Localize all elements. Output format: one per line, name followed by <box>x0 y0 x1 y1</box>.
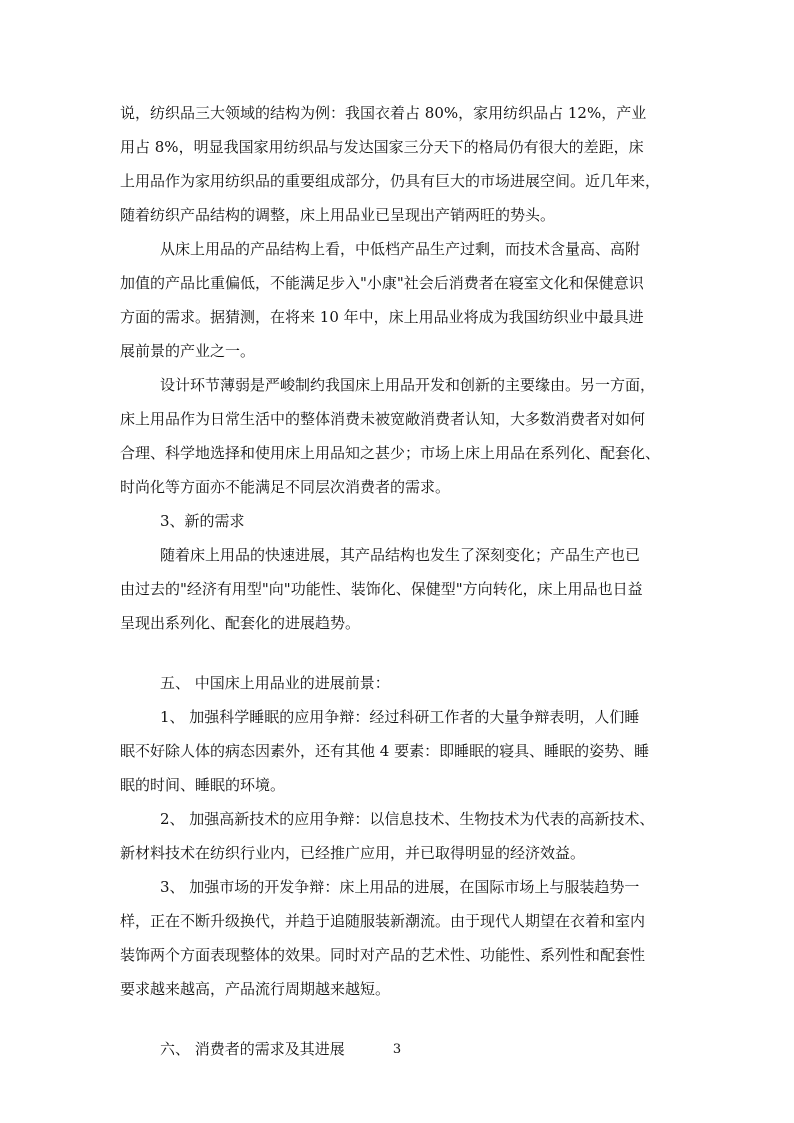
text-line: 合理、科学地选择和使用床上用品知之甚少；市场上床上用品在系列化、配套化、 <box>120 444 661 462</box>
text-line: 呈现出系列化、配套化的进展趋势。 <box>120 614 361 632</box>
paragraph-first-line: 随着床上用品的快速进展，其产品结构也发生了深刻变化；产品生产也已 <box>160 546 641 564</box>
text-line: 用占 8%，明显我国家用纺织品与发达国家三分天下的格局仍有很大的差距，床 <box>120 138 644 156</box>
text-line: 要求越来越高，产品流行周期越来越短。 <box>120 980 391 998</box>
text-line: 眠不好除人体的病态因素外，还有其他 4 要素：即睡眠的寝具、睡眠的姿势、睡 <box>120 742 650 760</box>
text-line: 加值的产品比重偏低，不能满足步入"小康"社会后消费者在寝室文化和保健意识 <box>120 274 644 292</box>
blank-line <box>120 640 686 666</box>
text-line: 上用品作为家用纺织品的重要组成部分，仍具有巨大的市场进展空间。近几年来， <box>120 172 661 190</box>
text-line: 由过去的"经济有用型"向"功能性、装饰化、保健型"方向转化，床上用品也日益 <box>120 580 643 598</box>
document-body <box>120 96 686 1066</box>
text-line: 展前景的产业之一。 <box>120 342 256 360</box>
list-item-first-line: 3、 加强市场的开发争辩：床上用品的进展，在国际市场上与服装趋势一 <box>160 878 640 896</box>
subheading: 3、新的需求 <box>160 512 245 530</box>
section-heading-6: 六、 消费者的需求及其进展 <box>160 1040 345 1058</box>
text-line: 样，正在不断升级换代，并趋于追随服装新潮流。由于现代人期望在衣着和室内 <box>120 912 646 930</box>
section-heading-5: 五、 中国床上用品业的进展前景： <box>160 674 390 692</box>
text-line: 床上用品作为日常生活中的整体消费未被宽敞消费者认知，大多数消费者对如何 <box>120 410 646 428</box>
list-item-first-line: 2、 加强高新技术的应用争辩：以信息技术、生物技术为代表的高新技术、 <box>160 810 655 828</box>
paragraph-first-line: 设计环节薄弱是严峻制约我国床上用品开发和创新的主要缘由。另一方面， <box>160 376 656 394</box>
blank-line <box>120 1006 686 1032</box>
text-line: 时尚化等方面亦不能满足不同层次消费者的需求。 <box>120 478 451 496</box>
text-line: 新材料技术在纺织行业内，已经推广应用，并已取得明显的经济效益。 <box>120 844 586 862</box>
page-number: 3 <box>392 1042 402 1057</box>
list-item-first-line: 1、 加强科学睡眠的应用争辩：经过科研工作者的大量争辩表明，人们睡 <box>160 708 640 726</box>
text-line: 随着纺织产品结构的调整，床上用品业已呈现出产销两旺的势头。 <box>120 206 556 224</box>
text-line: 方面的需求。据猜测，在将来 10 年中，床上用品业将成为我国纺织业中最具进 <box>120 308 644 326</box>
text-line: 眠的时间、睡眠的环境。 <box>120 776 286 794</box>
text-line: 装饰两个方面表现整体的效果。同时对产品的艺术性、功能性、系列性和配套性 <box>120 946 646 964</box>
paragraph-first-line: 从床上用品的产品结构上看，中低档产品生产过剩，而技术含量高、高附 <box>160 240 641 258</box>
text-line: 说，纺织品三大领域的结构为例：我国衣着占 80%，家用纺织品占 12%，产业 <box>120 104 647 122</box>
